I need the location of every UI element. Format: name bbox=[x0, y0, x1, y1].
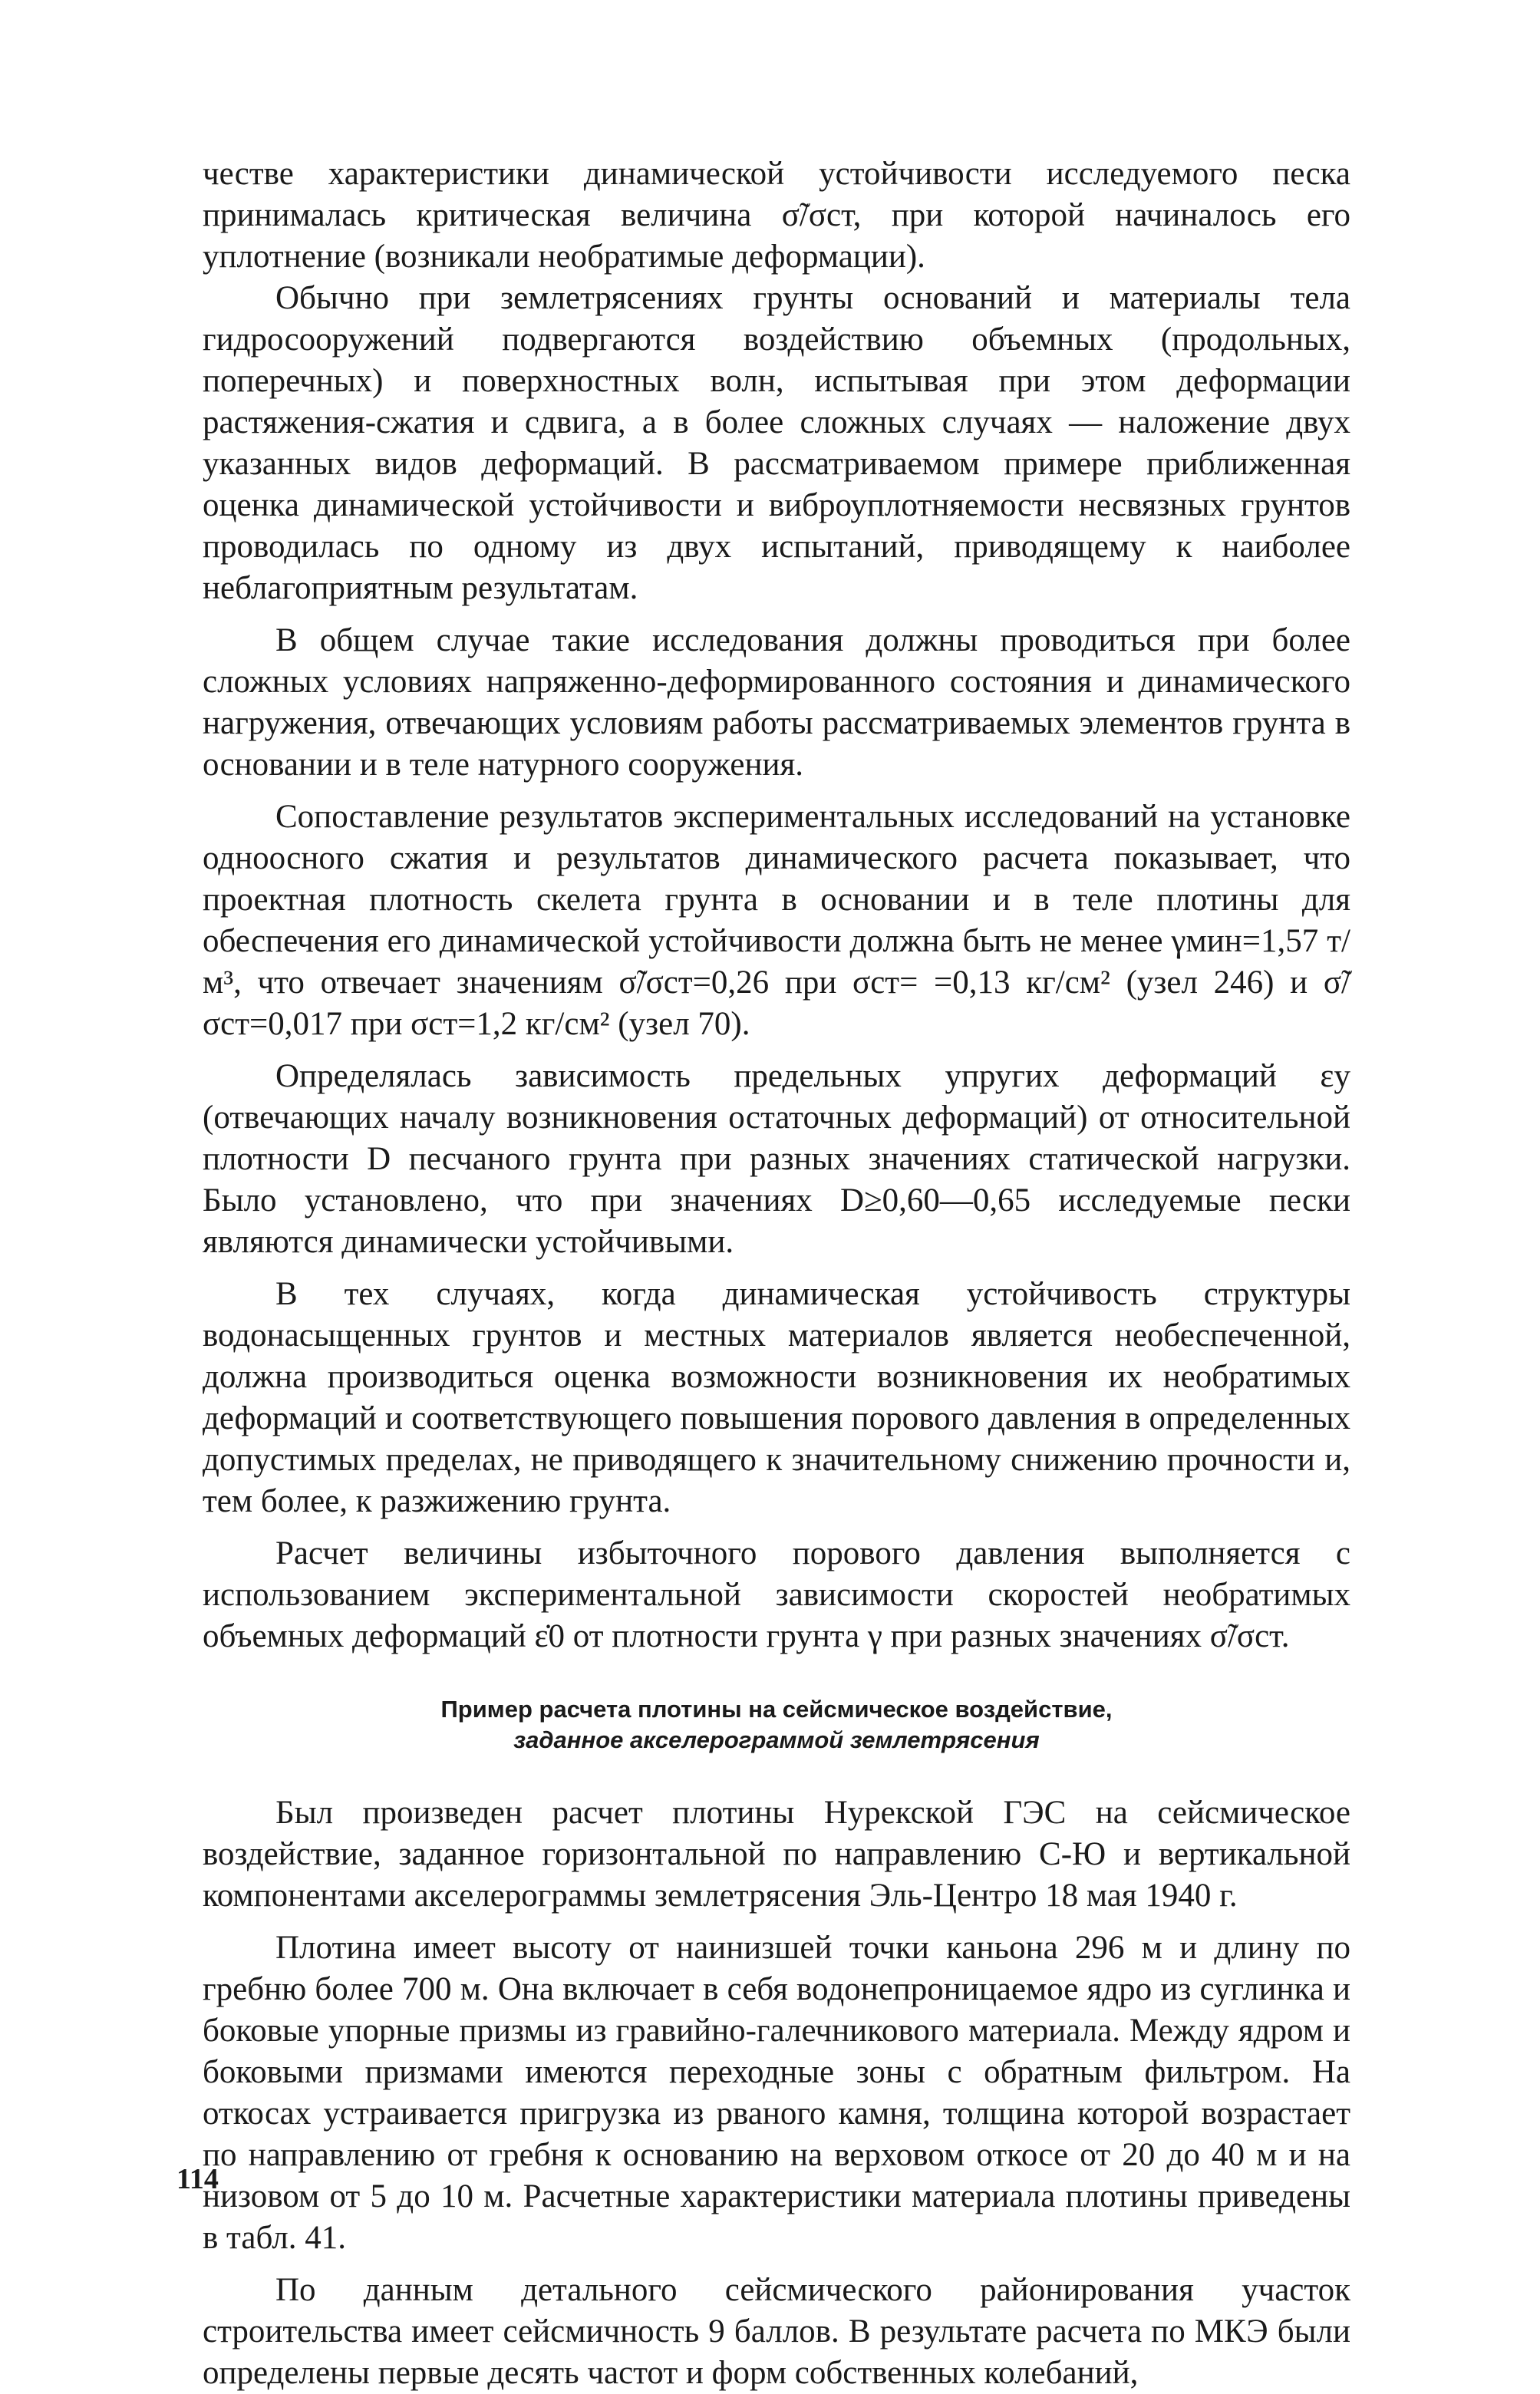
paragraph: Расчет величины избыточного порового давления выполняется с использованием экспериментальной зависимости скоростей необратимых объемных деформаций ε̇0 от плотности грунта γ при разных значениях σ̃/σст. bbox=[203, 1535, 1350, 1654]
page-number: 114 bbox=[176, 2163, 219, 2195]
paragraph: Определялась зависимость предельных упругих деформаций εy (отвечающих началу возникновения остаточных деформаций) от относительной плотности D песчаного грунта при разных значениях статической нагрузки. Было установлено, что при значениях D≥0,60—0,65 исследуемые пески являются динамически устойчивыми. bbox=[203, 1058, 1350, 1260]
paragraph: Был произведен расчет плотины Нурекской ГЭС на сейсмическое воздействие, заданное горизонтальной по направлению С-Ю и вертикальной компонентами акселерограммы землетрясения Эль-Центро 18 мая 1940 г. bbox=[203, 1795, 1350, 1914]
section-heading bbox=[203, 1694, 1350, 1756]
paragraph: В общем случае такие исследования должны проводиться при более сложных условиях напряженно-деформированного состояния и динамического нагружения, отвечающих условиям работы рассматриваемых элементов грунта в основании и в теле натурного сооружения. bbox=[203, 622, 1350, 783]
page-body bbox=[203, 153, 1350, 2394]
paragraph: Плотина имеет высоту от наинизшей точки каньона 296 м и длину по гребню более 700 м. Она включает в себя водонепроницаемое ядро из суглинка и боковые упорные призмы из гравийно-галечникового материала. Между ядром и боковыми призмами имеются переходные зоны с обратным фильтром. На откосах устраивается пригрузка из рваного камня, толщина которой возрастает по направлению от гребня к основанию на верховом откосе от 20 до 40 м и на низовом от 5 до 10 м. Расчетные характеристики материала плотины приведены в табл. 41. bbox=[203, 1930, 1350, 2256]
paragraph: Сопоставление результатов экспериментальных исследований на установке одноосного сжатия и результатов динамического расчета показывает, что проектная плотность скелета грунта в основании и в теле плотины для обеспечения его динамической устойчивости должна быть не менее γмин=1,57 т/м³, что отвечает значениям σ̃/σст=0,26 при σст= =0,13 кг/см² (узел 246) и σ̃/σст=0,017 при σст=1,2 кг/см² (узел 70). bbox=[203, 799, 1350, 1042]
paragraph: В тех случаях, когда динамическая устойчивость структуры водонасыщенных грунтов и местных материалов является необеспеченной, должна производиться оценка возможности возникновения их необратимых деформаций и соответствующего повышения порового давления в определенных допустимых пределах, не приводящего к значительному снижению прочности и, тем более, к разжижению грунта. bbox=[203, 1276, 1350, 1519]
paragraph: честве характеристики динамической устойчивости исследуемого песка принималась критическая величина σ̃/σст, при которой начиналось его уплотнение (возникали необратимые деформации). bbox=[203, 156, 1350, 275]
section-heading-line1: Пример расчета плотины на сейсмическое воздействие, bbox=[440, 1696, 1113, 1723]
section-heading-line2: заданное акселерограммой землетрясения bbox=[513, 1726, 1040, 1753]
paragraph: По данным детального сейсмического районирования участок строительства имеет сейсмичность 9 баллов. В результате расчета по МКЭ были определены первые десять частот и форм собственных колебаний, bbox=[203, 2272, 1350, 2391]
paragraph: Обычно при землетрясениях грунты оснований и материалы тела гидросооружений подвергаются воздействию объемных (продольных, поперечных) и поверхностных волн, испытывая при этом деформации растяжения-сжатия и сдвига, а в более сложных случаях — наложение двух указанных видов деформаций. В рассматриваемом примере приближенная оценка динамической устойчивости и виброуплотняемости несвязных грунтов проводилась по одному из двух испытаний, приводящему к наиболее неблагоприятным результатам. bbox=[203, 280, 1350, 606]
